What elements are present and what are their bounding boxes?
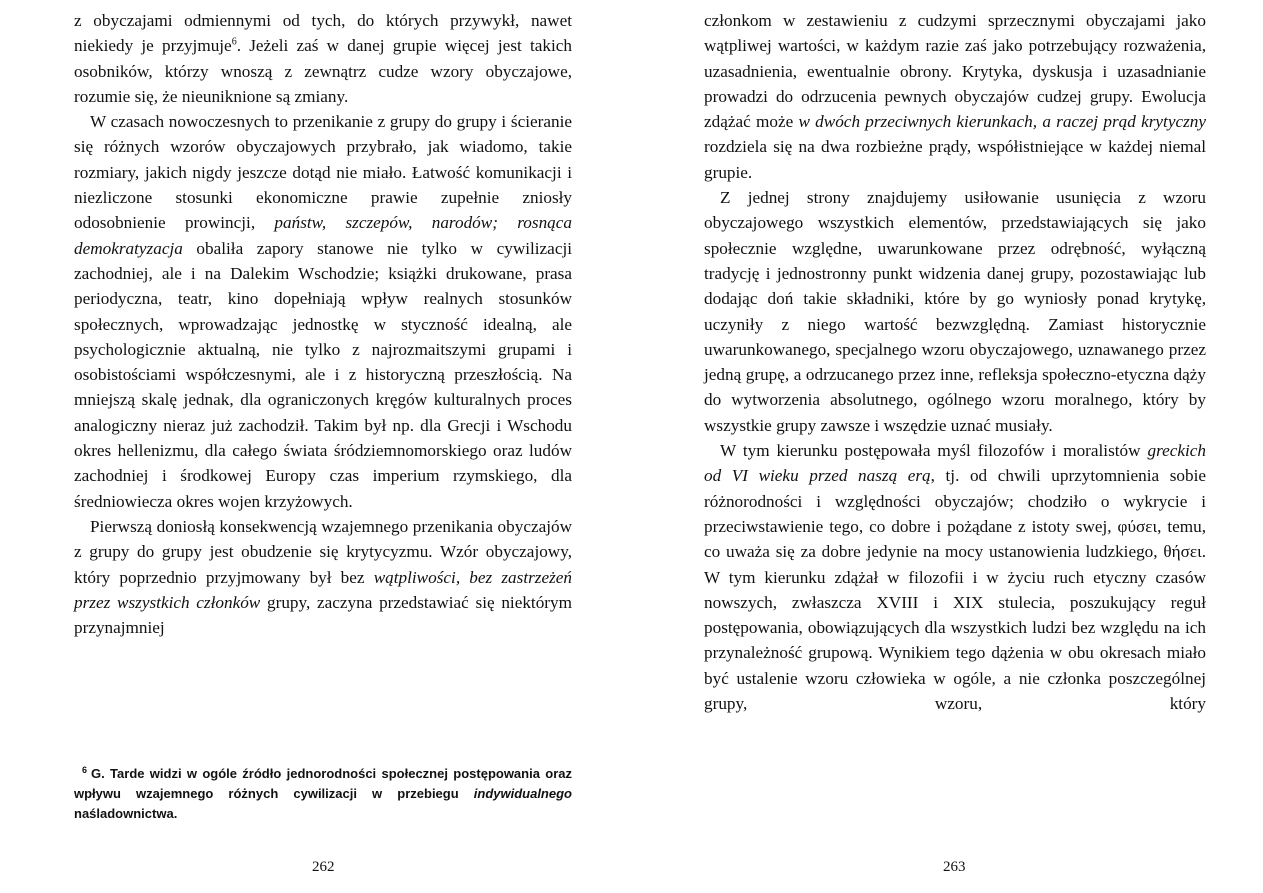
paragraph-text: grupy, zaczyna przedstawiać się niektórym przynajmniej — [74, 592, 572, 638]
paragraph-text: . Jeżeli zaś w danej grupie więcej jest takich osobników, którzy wnoszą z zewnątrz cudze wzory obyczajowe, rozumie się, że nieuniknione są zmiany. — [74, 36, 572, 106]
paragraph-text: W czasach nowoczesnych to przenikanie z grupy do grupy i ścieranie się różnych wzorów obyczajowych przybrało, jak wiadomo, takie rozmiary, jakich nigdy jeszcze dotąd nie miało. Łatwość komunikacji i niezliczone stosunki ekonomiczne prawie zupełnie zniosły odosobnienie prowincji, — [74, 112, 572, 233]
footnote-italic-text: indywidualnego — [473, 786, 572, 801]
right-paragraph — [704, 185, 1206, 438]
right-paragraph — [704, 8, 1206, 185]
left-paragraph — [74, 514, 572, 640]
page-number-left: 262 — [312, 859, 335, 875]
left-page — [74, 0, 573, 821]
italic-text: w dwóch przeciwnych kierunkach, a raczej prąd krytyczny — [798, 112, 1206, 132]
paragraph-text: członkom w zestawieniu z cudzymi sprzecznymi obyczajami jako wątpliwej wartości, w każdym razie zaś jako potrzebujący rozważenia, uzasadnienia, ewentualnie obrony. Krytyka, dyskusja i uzasadnianie prowadzi do odrzucenia pewnych obyczajów cudzej grupy. Ewolucja zdążać może — [704, 11, 1206, 132]
paragraph-text: , tj. od chwili uprzytomnienia sobie różnorodności i względności obyczajów; chodziło o wykrycie i przeciwstawienie tego, co dobre i pożądane z istoty swej, φύσει, temu, co uważa się za dobre jedynie na mocy ustanowienia ludzkiego, θήσει. W tym kierunku zdążał w filozofii i w życiu ruch etyczny czasów nowszych, zwłaszcza XVIII i XIX stulecia, poszukujący reguł postępowania, obowiązujących dla wszystkich ludzi bez względu na ich przynależność grupową. Wynikiem tego dążenia w obu okresach miało być ustalenie wzoru człowieka w ogóle, a nie członka poszczególnej grupy, wzoru, który — [704, 466, 1206, 714]
footnote-text-end: naśladownictwa. — [74, 806, 178, 821]
left-page-body — [74, 8, 572, 640]
footnote-reference: 6 — [231, 36, 237, 48]
italic-text: greckich od VI wieku przed naszą erą — [704, 441, 1206, 486]
left-paragraph — [74, 8, 572, 109]
paragraph-text: obaliła zapory stanowe nie tylko w cywilizacji zachodniej, ale i na Dalekim Wschodzie; książki drukowane, prasa periodyczna, teatr, kino dopełniają wpływ realnych stosunków społecznych, wprowadzając jednostkę w styczność idealną, ale psychologicznie aktualną, nie tylko z najrozmaitszymi grupami i osobistościami współczesnymi, ale i z historyczną przeszłością. Na mniejszą skalę jednak, dla ograniczonych kręgów kulturalnych proces analogiczny nieraz już zachodził. Takim był np. dla Grecji i Wschodu okres hellenizmu, dla całego świata śródziemnomorskiego oraz ludów zachodniej i środkowej Europy czas imperium rzymskiego, dla średniowiecza okres wojen krzyżowych. — [74, 238, 572, 511]
footnote — [74, 764, 572, 824]
right-page-body — [704, 8, 1206, 716]
right-paragraph — [704, 438, 1206, 716]
paragraph-text: z obyczajami odmiennymi od tych, do których przywykł, nawet niekiedy je przyjmuje — [74, 11, 572, 56]
page-number-right: 263 — [943, 859, 966, 875]
right-page — [704, 0, 1206, 716]
italic-text: wątpliwości, bez zastrzeżeń przez wszystkich członków — [74, 567, 573, 612]
paragraph-text: Pierwszą doniosłą konsekwencją wzajemnego przenikania obyczajów z grupy do grupy jest obudzenie się krytycyzmu. Wzór obyczajowy, który poprzednio przyjmowany był bez — [74, 516, 572, 587]
footnote-text: G. Tarde widzi w ogóle źródło jednorodności społecznej postępowania oraz wpływu wzajemnego różnych cywilizacji w przebiegu — [74, 766, 572, 801]
footnote-mark: 6 — [82, 764, 88, 775]
italic-text: państw, szczepów, narodów; rosnąca demokratyzacja — [74, 213, 572, 258]
paragraph-text: rozdziela się na dwa rozbieżne prądy, współistniejące w każdej niemal grupie. — [704, 137, 1206, 182]
left-paragraph — [74, 109, 572, 514]
paragraph-text: W tym kierunku postępowała myśl filozofów i moralistów — [720, 441, 1148, 461]
paragraph-text: Z jednej strony znajdujemy usiłowanie usunięcia z wzoru obyczajowego wszystkich elementów, przedstawiających się jako społecznie względne, uwarunkowane przez odrębność, wyłączną tradycję i jednostronny punkt widzenia danej grupy, pozostawiając lub dodając doń takie składniki, które by go wyniosły ponad krytykę, uczyniły z niego wartość bezwzględną. Zamiast historycznie uwarunkowanego, specjalnego wzoru obyczajowego, uznawanego przez jedną grupę, a odrzucanego przez inne, refleksja społeczno-etyczna dąży do wytworzenia absolutnego, ogólnego wzoru moralnego, który by wszystkie grupy zawsze i wszędzie uznać musiały. — [704, 188, 1206, 435]
